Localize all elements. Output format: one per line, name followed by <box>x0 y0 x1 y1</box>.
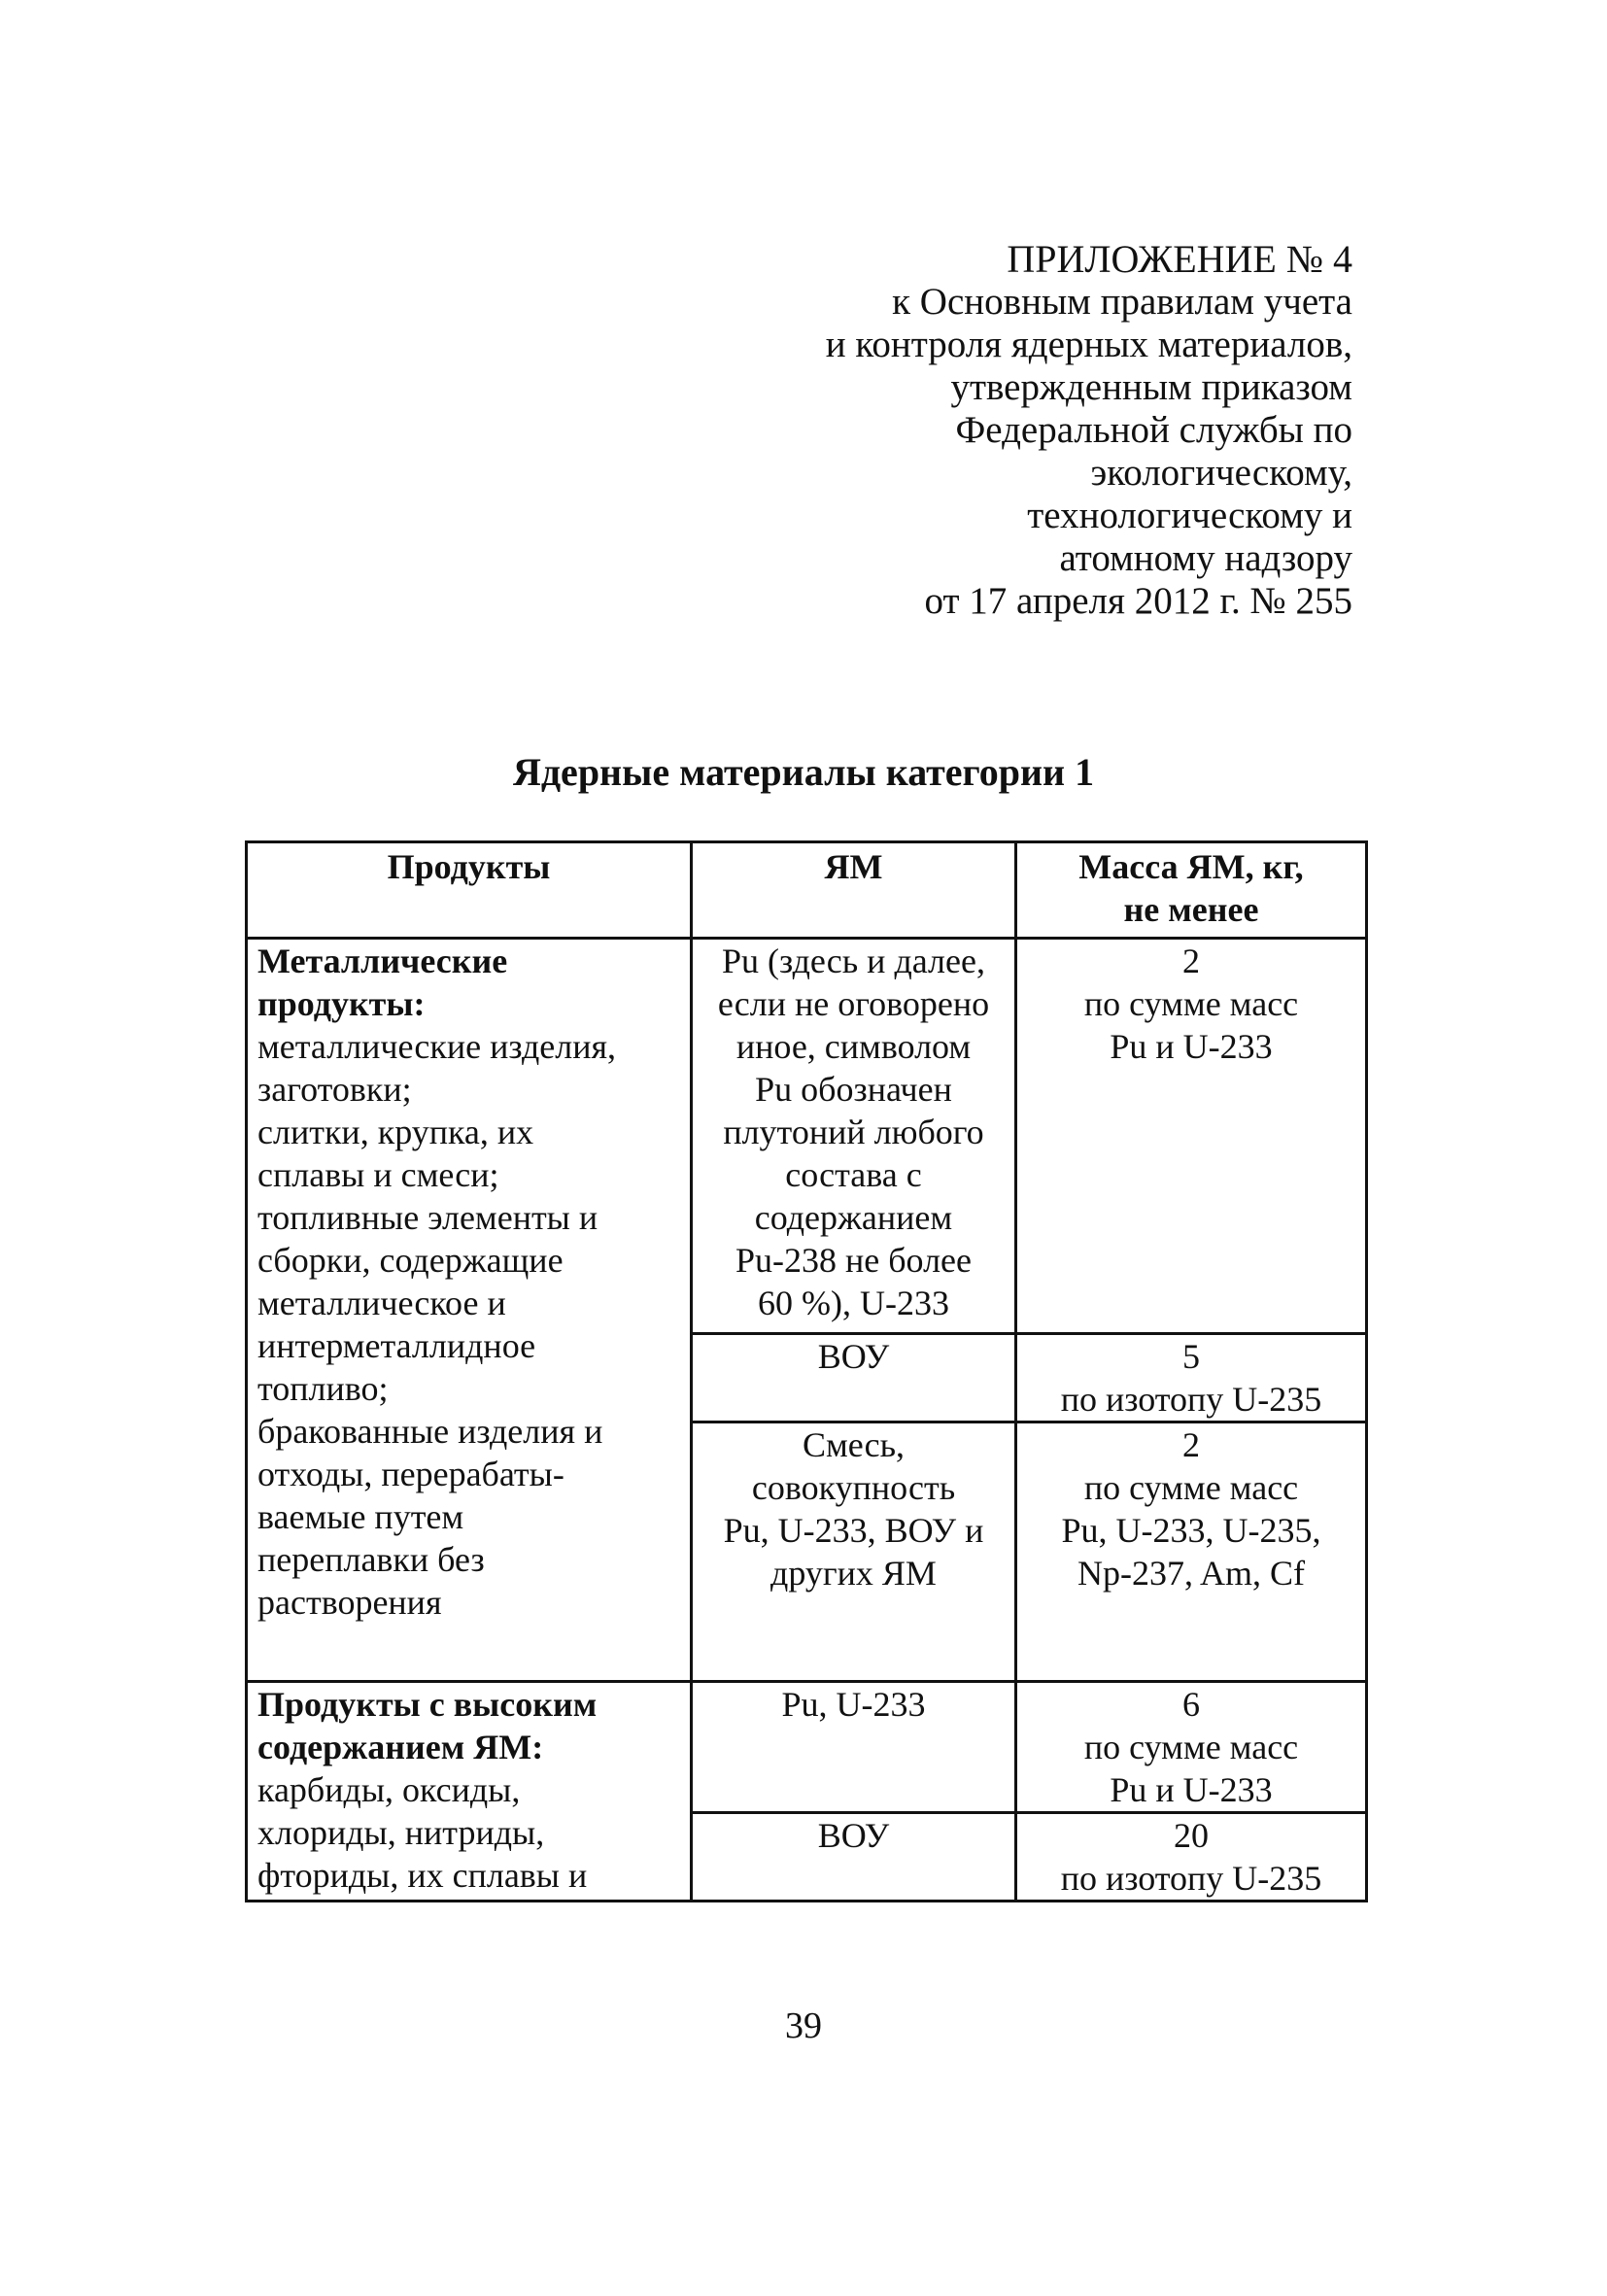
nm-cell: Pu (здесь и далее, если не оговорено иное, символом Pu обозначен плутоний любого состава с содержанием Pu-238 не более 60 %), U-233 <box>692 939 1016 1334</box>
nm-cell: ВОУ <box>692 1813 1016 1902</box>
nm-cell: Смесь, совокупность Pu, U-233, ВОУ и других ЯМ <box>692 1422 1016 1682</box>
header-mass: Масса ЯМ, кг, не менее <box>1016 842 1367 939</box>
mass-cell: 5 по изотопу U-235 <box>1016 1334 1367 1422</box>
table-row <box>247 939 1367 1334</box>
appendix-line: технологическому и <box>1027 495 1352 536</box>
appendix-line: Федеральной службы по <box>955 409 1352 451</box>
table-header-row <box>247 842 1367 939</box>
appendix-number: ПРИЛОЖЕНИЕ № 4 <box>1007 237 1352 281</box>
appendix-line: от 17 апреля 2012 г. № 255 <box>924 580 1352 622</box>
appendix-line: утвержденным приказом <box>950 366 1352 408</box>
mass-cell: 20 по изотопу U-235 <box>1016 1813 1367 1902</box>
document-title: Ядерные материалы категории 1 <box>512 750 1095 794</box>
header-nm: ЯМ <box>692 842 1016 939</box>
appendix-line: и контроля ядерных материалов, <box>825 324 1352 365</box>
nuclear-materials-table <box>245 840 1368 1902</box>
mass-cell: 2 по сумме масс Pu и U-233 <box>1016 939 1367 1334</box>
table-row <box>247 1682 1367 1813</box>
appendix-line: к Основным правилам учета <box>892 281 1352 323</box>
mass-cell: 6 по сумме масс Pu и U-233 <box>1016 1682 1367 1813</box>
mass-cell: 2 по сумме масс Pu, U-233, U-235, Np-237, Am, Cf <box>1016 1422 1367 1682</box>
product-cell-high-content: Продукты с высоким содержанием ЯМ: карбиды, оксиды, хлориды, нитриды, фториды, их сплавы и <box>247 1682 692 1902</box>
appendix-header <box>614 238 1352 623</box>
appendix-line: атомному надзору <box>1059 537 1352 579</box>
nm-cell: ВОУ <box>692 1334 1016 1422</box>
page-number: 39 <box>785 2005 822 2046</box>
appendix-line: экологическому, <box>1090 452 1352 494</box>
nm-cell: Pu, U-233 <box>692 1682 1016 1813</box>
header-products: Продукты <box>247 842 692 939</box>
product-cell-metallic: Металлические продукты: металлические изделия, заготовки; слитки, крупка, их сплавы и смеси; топливные элементы и сборки, содержащие металлическое и интерметаллидное топливо; бракованные изделия и отходы, перерабаты- ваемые путем переплавки без растворения <box>247 939 692 1682</box>
